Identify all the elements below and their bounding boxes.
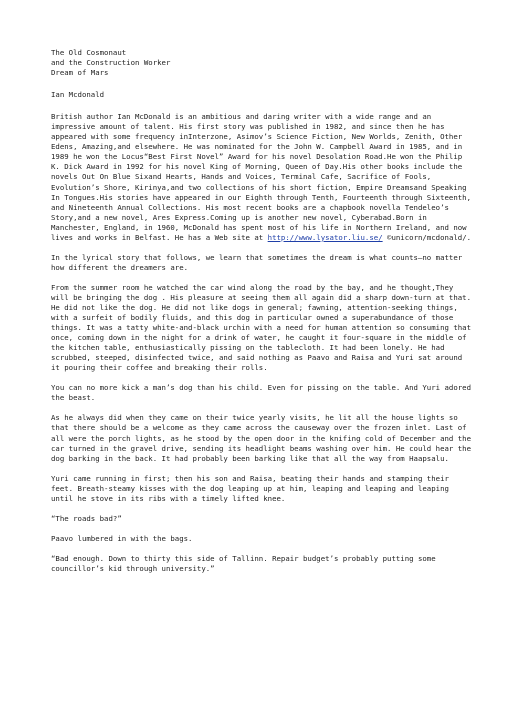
story-title [51,48,472,78]
intro-paragraph: In the lyrical story that follows, we learn that sometimes the dream is what counts—no matter how different the dreamers are. [51,252,467,272]
story-paragraph: You can no more kick a man’s dog than his child. Even for pissing on the table. And Yuri adored the beast. [51,383,476,403]
author-name: Ian Mcdonald [51,90,105,100]
bio-text-tail: ©unicorn/mcdonald/. [382,232,472,242]
title-line: and the Construction Worker [51,58,171,68]
website-link[interactable]: http://www.lysator.liu.se/ [267,232,383,242]
title-line: Dream of Mars [51,68,109,78]
dialogue-line: “The roads bad?” [51,513,122,523]
bio-text: British author Ian McDonald is an ambitious and daring writer with a wide range and an impressive amount of talent. His first story was published in 1982, and since then he has appeared with some frequency inInterzone, Asimov’s Science Fiction, New Worlds, Zenith, Other Edens, Amazing,and elsewhere. He was nominated for the John W. Campbell Award in 1985, and in 1989 he won the Locus“Best First Novel” Award for his novel Desolation Road.He won the Philip K. Dick Award in 1992 for his novel King of Morning, Queen of Day.His other books include the novels Out On Blue Sixand Hearts, Hands and Voices, Terminal Cafe, Sacrifice of Fools, Evolution’s Shore, Kirinya,and two collections of his short fiction, Empire Dreamsand Speaking In Tongues.His stories have appeared in our Eighth through Tenth, Fourteenth through Sixteenth, and Nineteenth Annual Collections. His most recent books are a chapbook novella Tendeleo’s Story,and a new novel, Ares Express.Coming up is another new novel, Cyberabad.Born in Manchester, England, in 1960, McDonald has spent most of his life in Northern Ireland, and now lives and works in Belfast. He has a Web site at [51,112,476,242]
author-bio [51,112,476,243]
story-paragraph: As he always did when they came on their twice yearly visits, he lit all the house lights so that there should be a welcome as they came across the causeway over the frozen inlet. Last of all were the porch lights, as he stood by the open door in the knifing cold of December and the car turned in the gravel drive, sending its headlight beams washing over him. He could hear the dog barking in the back. It had probably been barking like that all the way from Haapsalu. [51,413,476,463]
story-paragraph: From the summer room he watched the car wind along the road by the bay, and he thought,They will be bringing the dog . His pleasure at seeing them all again did a sharp down-turn at that. He did not like the dog. He did not like dogs in general; fawning, attention-seeking things, with a surfeit of bodily fluids, and this dog in particular owned a superabundance of those things. It was a tatty white-and-black urchin with a need for human attention so consuming that once, coming down in the night for a drink of water, he caught it four-square in the middle of the kitchen table, enthusiastically pissing on the tablecloth. It had been lonely. He had scrubbed, steeped, disinfected twice, and said nothing as Paavo and Raisa and Yuri sat around it pouring their coffee and breaking their rolls. [51,282,476,373]
dialogue-line: “Bad enough. Down to thirty this side of Tallinn. Repair budget’s probably putting some councillor’s kid through university.” [51,553,441,573]
title-line: The Old Cosmonaut [51,48,127,57]
story-paragraph: Paavo lumbered in with the bags. [51,533,193,543]
story-paragraph: Yuri came running in first; then his son and Raisa, beating their hands and stamping their feet. Breath-steamy kisses with the dog leaping up at him, leaping and leaping and leaping until he stove in its ribs with a timely lifted knee. [51,473,454,503]
